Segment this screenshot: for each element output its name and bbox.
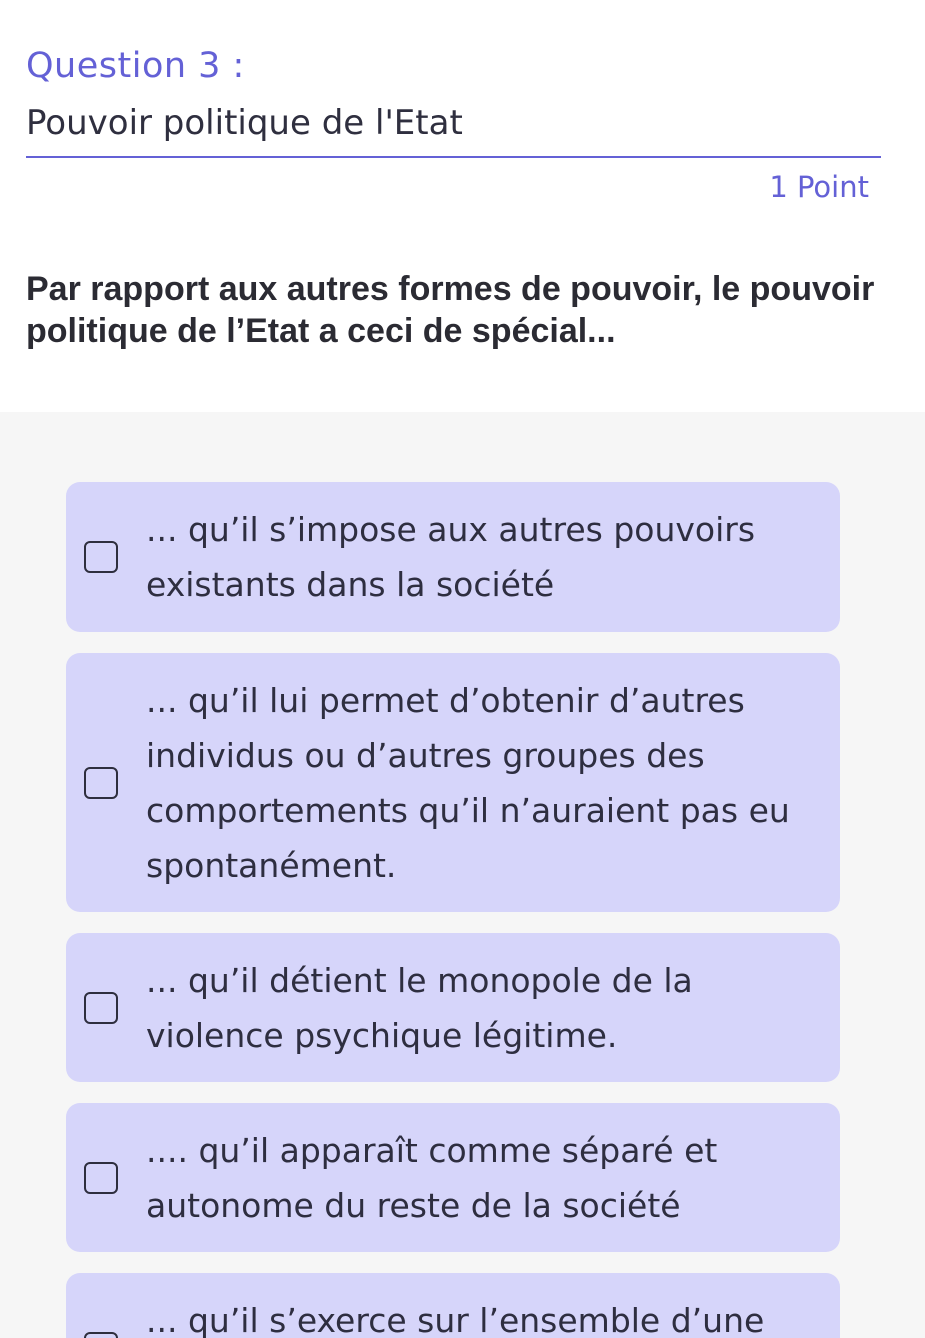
checkbox-icon[interactable]	[84, 541, 118, 573]
question-header	[0, 0, 925, 412]
answer-option-3[interactable]	[66, 933, 840, 1082]
answer-option-1[interactable]	[66, 482, 840, 632]
title-divider	[26, 156, 881, 158]
answer-option-text: ... qu’il s’exerce sur l’ensemble d’une	[146, 1301, 765, 1338]
question-points: 1 Point	[769, 170, 869, 204]
answer-options-list	[0, 412, 925, 1338]
checkbox-icon[interactable]	[84, 1332, 118, 1338]
answer-option-2[interactable]	[66, 653, 840, 912]
answer-option-text: ... qu’il lui permet d’obtenir d’autres individus ou d’autres groupes des comportements qu’il n’auraient pas eu spontanément.	[146, 681, 790, 885]
question-number: Question 3 :	[26, 46, 245, 86]
question-title: Pouvoir politique de l'Etat	[26, 103, 463, 143]
answer-option-text: .... qu’il apparaît comme séparé et autonome du reste de la société	[146, 1131, 718, 1225]
answer-option-text: ... qu’il s’impose aux autres pouvoirs existants dans la société	[146, 510, 756, 604]
question-prompt: Par rapport aux autres formes de pouvoir, le pouvoir politique de l’Etat a ceci de spécial...	[26, 270, 875, 350]
checkbox-icon[interactable]	[84, 767, 118, 799]
answer-option-5[interactable]	[66, 1273, 840, 1338]
checkbox-icon[interactable]	[84, 992, 118, 1024]
checkbox-icon[interactable]	[84, 1162, 118, 1194]
answer-option-4[interactable]	[66, 1103, 840, 1252]
answer-option-text: ... qu’il détient le monopole de la violence psychique légitime.	[146, 961, 693, 1055]
